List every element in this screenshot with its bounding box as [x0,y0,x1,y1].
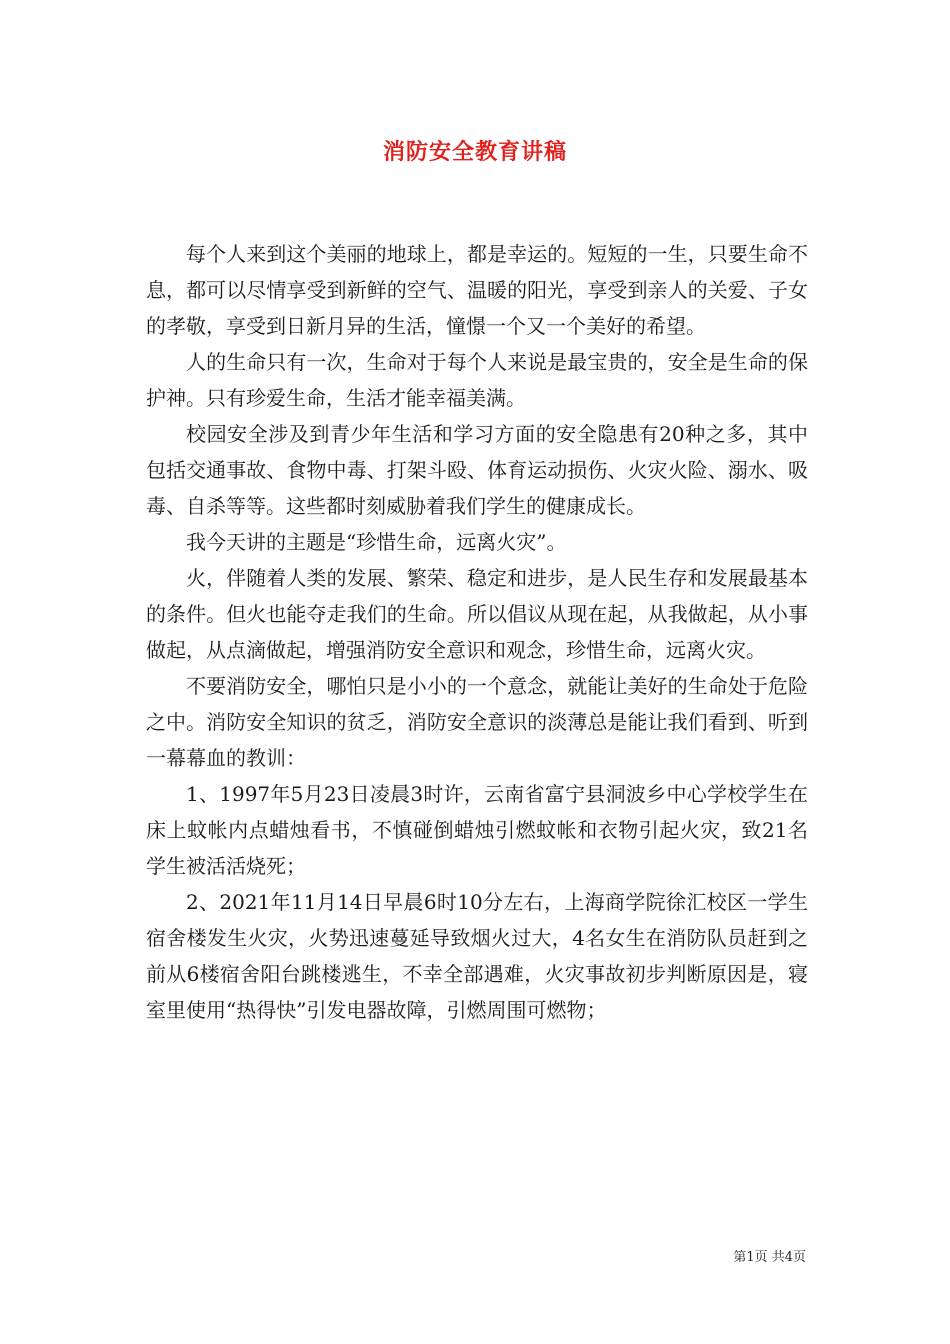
paragraph: 我今天讲的主题是“珍惜生命，远离火灾”。 [186,530,567,554]
paragraph: 人的生命只有一次，生命对于每个人来说是最宝贵的，安全是生命的保护神。只有珍爱生命，生活才能幸福美满。 [146,350,808,410]
document-body [146,236,808,1028]
paragraph: 校园安全涉及到青少年生活和学习方面的安全隐患有20种之多，其中包括交通事故、食物中毒、打架斗殴、体育运动损伤、火灾火险、溺水、吸毒、自杀等等。这些都时刻威胁着我们学生的健康成长。 [146,422,808,518]
paragraph: 火，伴随着人类的发展、繁荣、稳定和进步，是人民生存和发展最基本的条件。但火也能夺走我们的生命。所以倡议从现在起，从我做起，从小事做起，从点滴做起，增强消防安全意识和观念，珍惜生命，远离火灾。 [146,566,808,662]
page-title: 消防安全教育讲稿 [382,139,567,165]
paragraph: 2、2021年11月14日早晨6时10分左右，上海商学院徐汇校区一学生宿舍楼发生火灾，火势迅速蔓延导致烟火过大，4名女生在消防队员赶到之前从6楼宿舍阳台跳楼逃生，不幸全部遇难，火灾事故初步判断原因是，寝室里使用“热得快”引发电器故障，引燃周围可燃物； [146,890,808,1022]
paragraph: 1、1997年5月23日凌晨3时许，云南省富宁县洞波乡中心学校学生在床上蚊帐内点蜡烛看书，不慎碰倒蜡烛引燃蚊帐和衣物引起火灾，致21名学生被活活烧死； [146,782,808,878]
paragraph: 不要消防安全，哪怕只是小小的一个意念，就能让美好的生命处于危险之中。消防安全知识的贫乏，消防安全意识的淡薄总是能让我们看到、听到一幕幕血的教训： [146,674,808,770]
page-number-footer: 第1页 共4页 [733,1250,806,1265]
paragraph: 每个人来到这个美丽的地球上，都是幸运的。短短的一生，只要生命不息，都可以尽情享受到新鲜的空气、温暖的阳光，享受到亲人的关爱、子女的孝敬，享受到日新月异的生活，憧憬一个又一个美好的希望。 [146,242,808,338]
